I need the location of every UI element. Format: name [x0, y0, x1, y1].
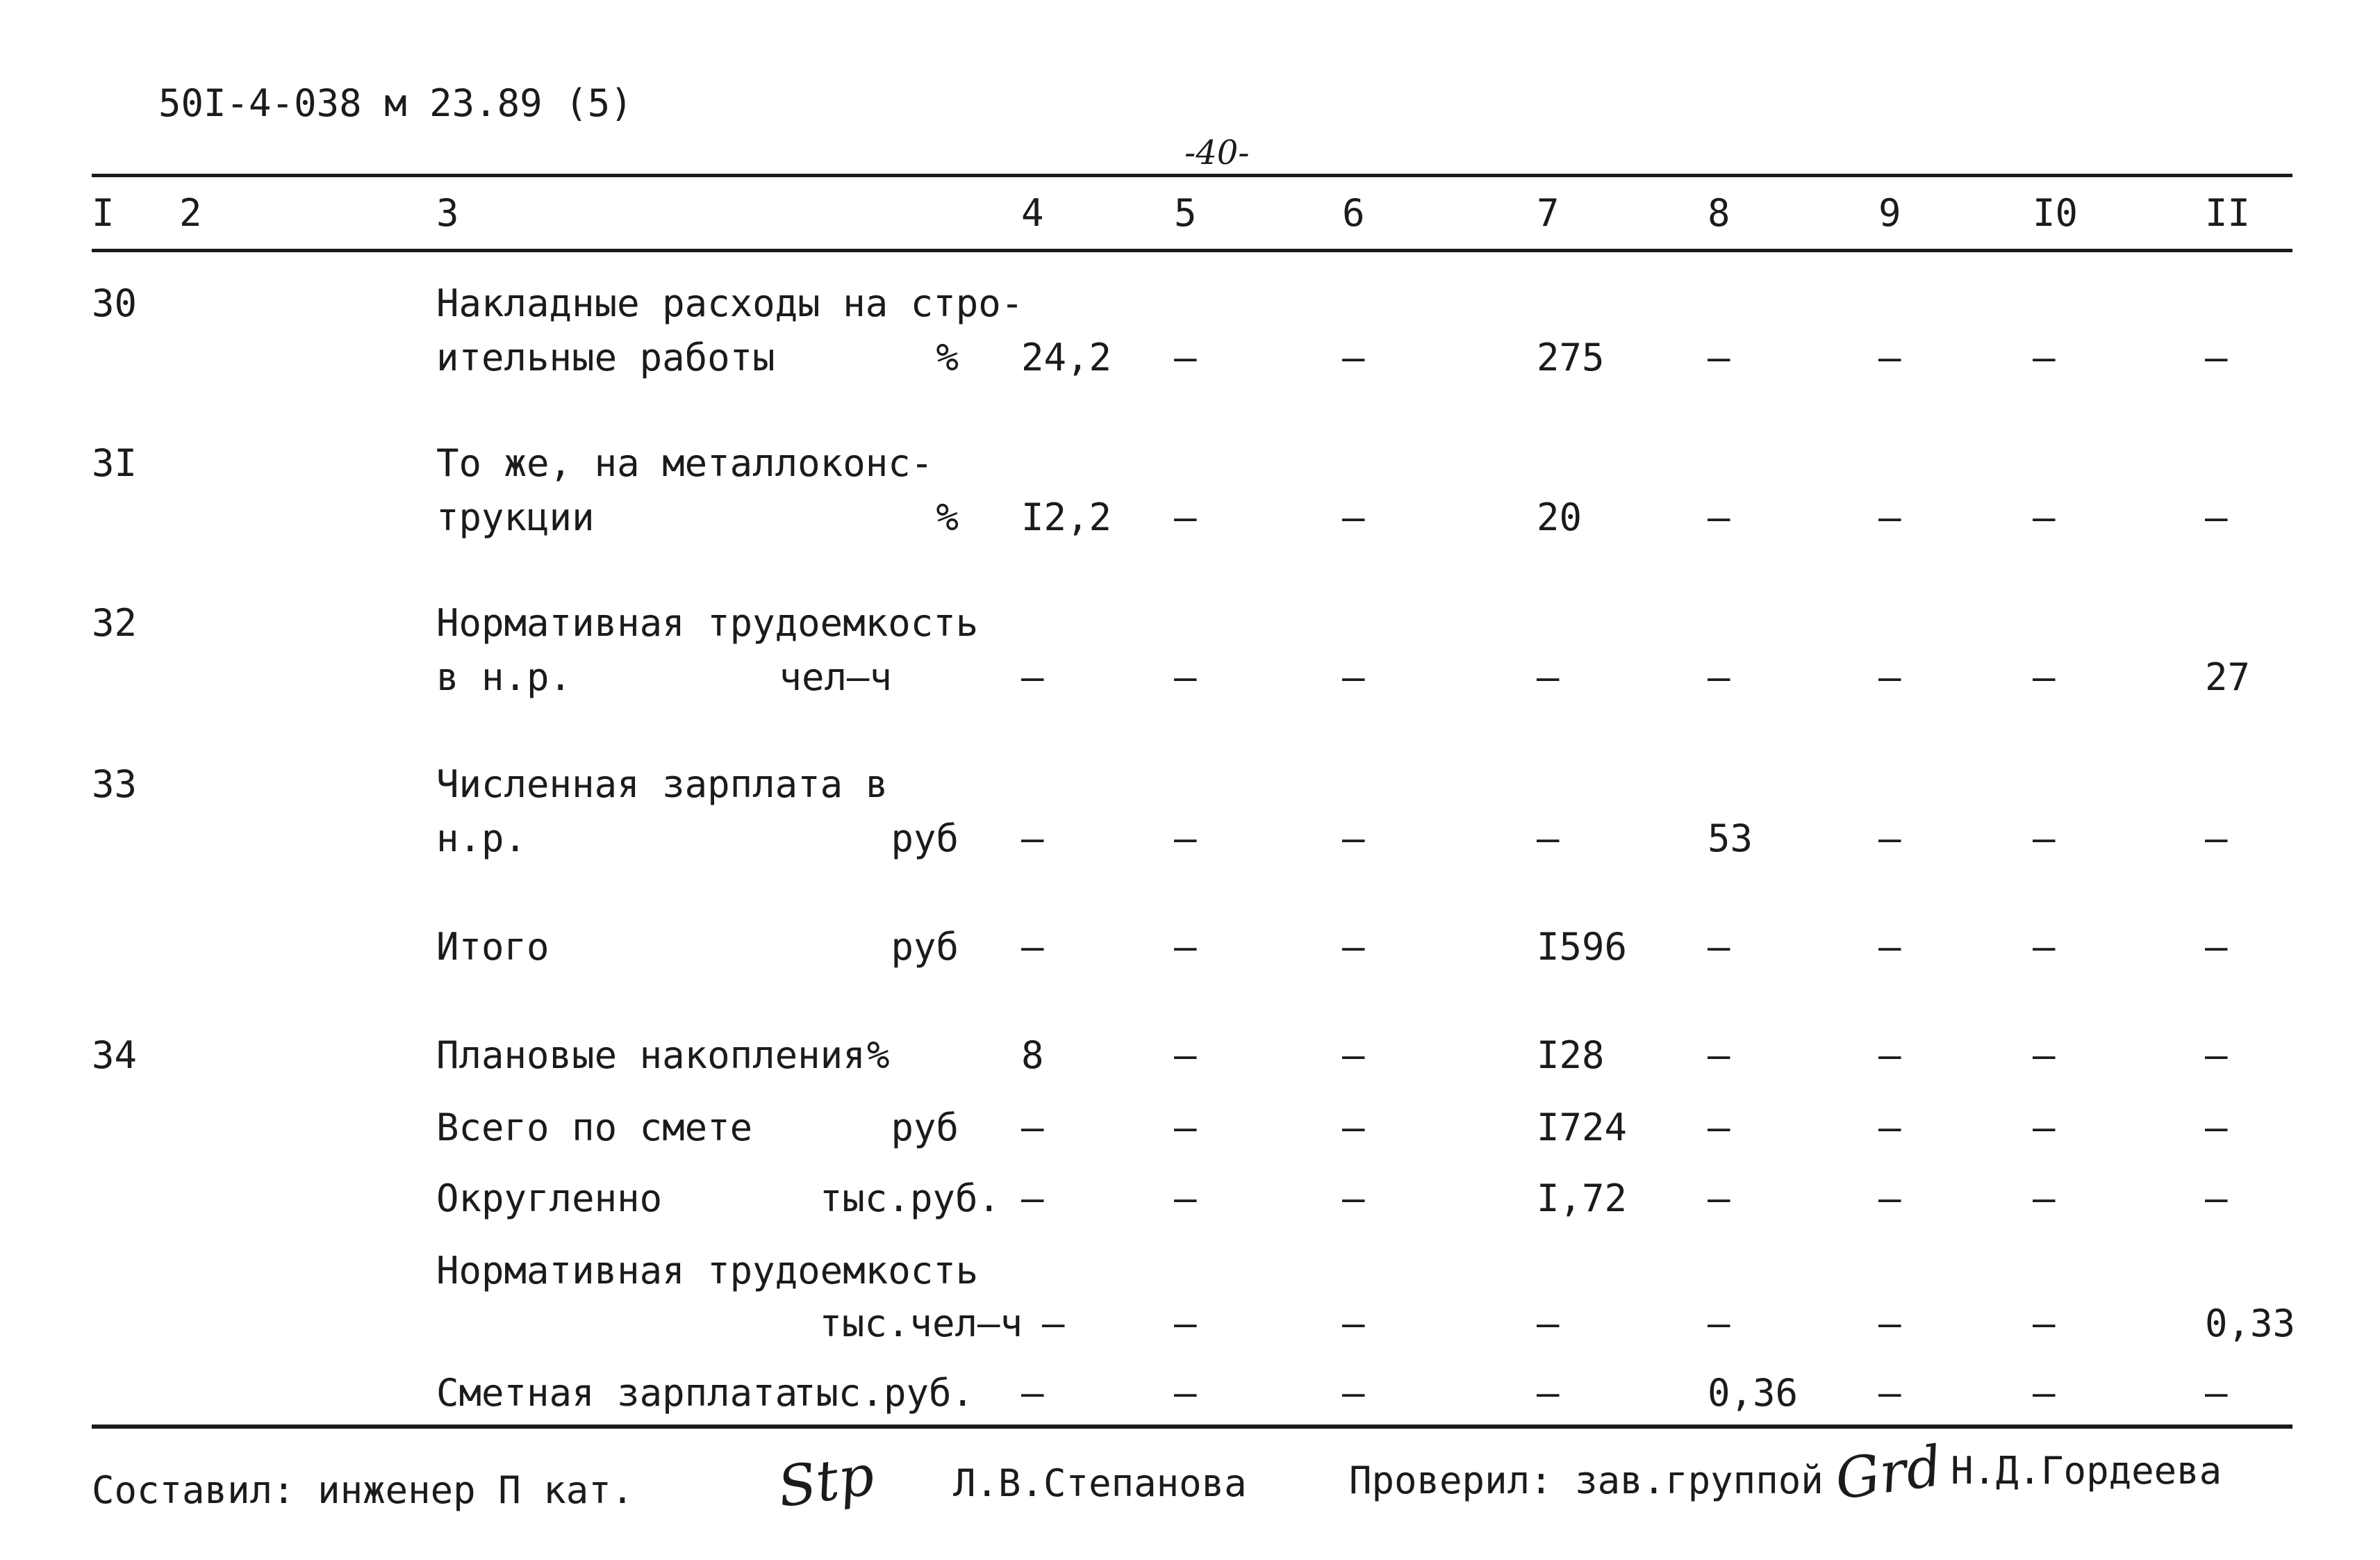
- row-number: 30: [92, 281, 138, 325]
- row-number: 32: [92, 601, 138, 645]
- row-value: –: [1708, 336, 1730, 379]
- row-value: –: [2205, 1176, 2228, 1220]
- row-description: Плановые накопления: [436, 1033, 866, 1077]
- row-value: –: [1708, 925, 1730, 969]
- row-description: Накладные расходы на стро-: [436, 281, 1024, 325]
- row-value: –: [1537, 816, 1560, 860]
- row-number: 33: [92, 762, 138, 806]
- row-unit: тыс.чел–ч: [819, 1302, 1023, 1345]
- row-description: Округленно: [436, 1176, 663, 1220]
- row-unit: руб: [891, 925, 959, 969]
- header-col-1: I: [92, 191, 115, 235]
- row-value: –: [1878, 655, 1901, 699]
- row-value: –: [2033, 655, 2056, 699]
- row-value: –: [2033, 495, 2056, 539]
- row-value: –: [1878, 1302, 1901, 1345]
- row-value: I596: [1537, 925, 1628, 969]
- row-unit: руб: [891, 816, 959, 860]
- row-value: –: [1021, 1106, 1044, 1149]
- row-description: Численная зарплата в: [436, 762, 889, 806]
- row-value: –: [1342, 816, 1365, 860]
- row-unit: тыс.руб.: [819, 1176, 1000, 1220]
- top-rule: [92, 174, 2292, 177]
- row-value: –: [1708, 495, 1730, 539]
- checker-signature: Grd: [1831, 1433, 1947, 1513]
- row-value: 24,2: [1021, 336, 1112, 379]
- header-col-10: I0: [2033, 191, 2079, 235]
- row-description: н.р.: [436, 816, 527, 860]
- row-value: –: [1878, 816, 1901, 860]
- row-value: –: [1708, 1302, 1730, 1345]
- row-value: –: [1342, 1302, 1365, 1345]
- row-value: –: [1708, 1106, 1730, 1149]
- row-value: –: [2033, 1371, 2056, 1415]
- row-value: –: [1174, 1106, 1197, 1149]
- document-code: 50I-4-038 м 23.89 (5): [158, 81, 633, 125]
- header-col-11: II: [2205, 191, 2251, 235]
- row-value: I28: [1537, 1033, 1605, 1077]
- row-value: –: [1174, 495, 1197, 539]
- row-value: –: [2205, 1371, 2228, 1415]
- row-value: –: [1537, 655, 1560, 699]
- row-value: –: [1537, 1302, 1560, 1345]
- row-value: –: [1342, 1176, 1365, 1220]
- row-value: –: [2033, 925, 2056, 969]
- row-value: 20: [1537, 495, 1582, 539]
- header-col-9: 9: [1878, 191, 1901, 235]
- row-value: 8: [1021, 1033, 1044, 1077]
- row-value: –: [1174, 1302, 1197, 1345]
- row-description: Нормативная трудоемкость: [436, 601, 979, 645]
- row-value: –: [1174, 1033, 1197, 1077]
- row-value: –: [1174, 655, 1197, 699]
- header-col-3: 3: [436, 191, 459, 235]
- row-value: –: [2205, 495, 2228, 539]
- header-col-4: 4: [1021, 191, 1044, 235]
- row-value: –: [2205, 816, 2228, 860]
- row-value: –: [1174, 336, 1197, 379]
- bottom-rule: [92, 1424, 2292, 1429]
- row-value: 275: [1537, 336, 1605, 379]
- row-unit: руб: [891, 1106, 959, 1149]
- row-value: –: [2205, 925, 2228, 969]
- row-value: –: [1342, 1033, 1365, 1077]
- row-value: –: [1174, 1371, 1197, 1415]
- row-description: трукции: [436, 495, 595, 539]
- row-value: –: [1021, 925, 1044, 969]
- row-unit: %: [936, 495, 959, 539]
- row-value: –: [2033, 1106, 2056, 1149]
- header-col-8: 8: [1708, 191, 1730, 235]
- row-value: 27: [2205, 655, 2251, 699]
- row-value: 0,33: [2205, 1302, 2296, 1345]
- row-description: То же, на металлоконс-: [436, 441, 934, 485]
- row-value: –: [1342, 1106, 1365, 1149]
- row-value: –: [1342, 336, 1365, 379]
- row-value: –: [2205, 1033, 2228, 1077]
- row-value: –: [2033, 1302, 2056, 1345]
- row-value: –: [1708, 655, 1730, 699]
- row-value: –: [1342, 1371, 1365, 1415]
- row-value: –: [1021, 1176, 1044, 1220]
- row-description: в н.р.: [436, 655, 572, 699]
- row-unit: чел–ч: [779, 655, 892, 699]
- row-value: I724: [1537, 1106, 1628, 1149]
- row-value: –: [1878, 1371, 1901, 1415]
- row-value: –: [1878, 1033, 1901, 1077]
- row-value: –: [1342, 925, 1365, 969]
- row-value: –: [1021, 1371, 1044, 1415]
- header-col-5: 5: [1174, 191, 1197, 235]
- row-number: 34: [92, 1033, 138, 1077]
- row-value: –: [2033, 1033, 2056, 1077]
- row-value: –: [1708, 1033, 1730, 1077]
- checker-name: Н.Д.Гордеева: [1951, 1449, 2222, 1493]
- row-value: 53: [1708, 816, 1753, 860]
- row-value: –: [2205, 1106, 2228, 1149]
- row-unit: %: [867, 1033, 890, 1077]
- row-value: –: [1342, 655, 1365, 699]
- row-value: –: [1878, 1176, 1901, 1220]
- row-value: –: [1878, 925, 1901, 969]
- row-value: –: [1174, 925, 1197, 969]
- row-value: I,72: [1537, 1176, 1628, 1220]
- checked-by-label: Проверил: зав.группой: [1349, 1459, 1824, 1502]
- row-description: Сметная зарплата: [436, 1371, 798, 1415]
- row-value: 0,36: [1708, 1371, 1799, 1415]
- row-value: I2,2: [1021, 495, 1112, 539]
- row-value: –: [1021, 816, 1044, 860]
- row-value: –: [1174, 1176, 1197, 1220]
- row-number: 3I: [92, 441, 138, 485]
- row-value: –: [1878, 1106, 1901, 1149]
- row-value: –: [2033, 336, 2056, 379]
- row-value: –: [1021, 655, 1044, 699]
- row-value: –: [1878, 336, 1901, 379]
- row-value: –: [1342, 495, 1365, 539]
- row-value: –: [1708, 1176, 1730, 1220]
- header-rule: [92, 249, 2292, 252]
- header-col-2: 2: [179, 191, 202, 235]
- row-value: –: [2205, 336, 2228, 379]
- row-value: –: [1537, 1371, 1560, 1415]
- row-value: –: [1878, 495, 1901, 539]
- row-description: ительные работы: [436, 336, 775, 379]
- row-description: Итого: [436, 925, 549, 969]
- row-value: –: [2033, 1176, 2056, 1220]
- row-value: –: [1174, 816, 1197, 860]
- compiler-signature: Stp: [774, 1442, 878, 1520]
- header-col-6: 6: [1342, 191, 1365, 235]
- row-value: –: [1042, 1302, 1065, 1345]
- compiler-name: Л.В.Степанова: [953, 1461, 1247, 1505]
- row-unit: тыс.руб.: [793, 1371, 974, 1415]
- page-number: -40-: [1184, 133, 1250, 172]
- row-description: Всего по смете: [436, 1106, 753, 1149]
- header-col-7: 7: [1537, 191, 1560, 235]
- row-value: –: [2033, 816, 2056, 860]
- row-unit: %: [936, 336, 959, 379]
- compiled-by-label: Составил: инженер П кат.: [92, 1468, 634, 1512]
- row-description: Нормативная трудоемкость: [436, 1249, 979, 1292]
